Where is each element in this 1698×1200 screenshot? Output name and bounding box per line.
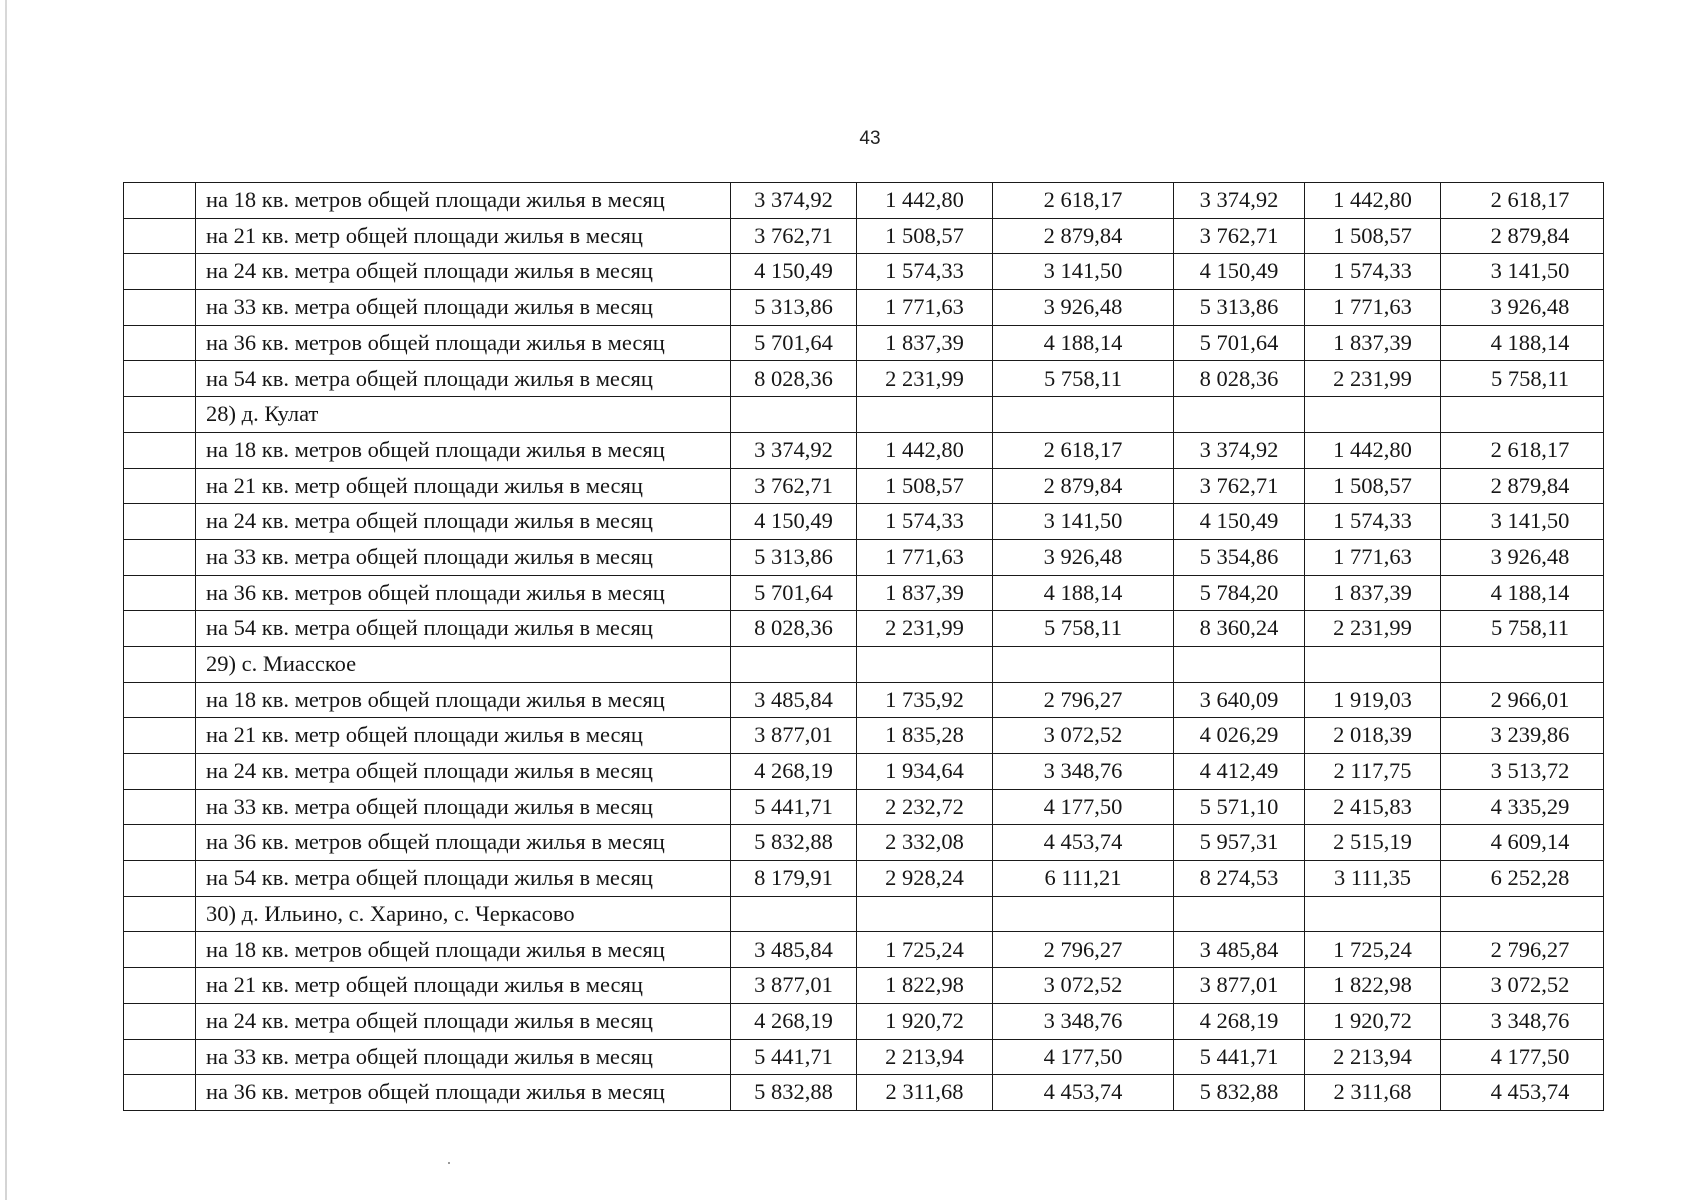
table-row <box>124 325 1604 361</box>
value-cell-2: 1 934,64 <box>857 754 993 790</box>
tariff-table <box>123 182 1604 1111</box>
value-cell-4: 8 274,53 <box>1174 861 1305 897</box>
row-label-cell: на 33 кв. метра общей площади жилья в месяц <box>196 539 731 575</box>
table-row <box>124 539 1604 575</box>
value-cell-1: 3 485,84 <box>731 932 857 968</box>
table-row <box>124 218 1604 254</box>
value-cell-1: 5 313,86 <box>731 539 857 575</box>
value-cell-5: 2 311,68 <box>1305 1075 1441 1111</box>
value-cell-6: 3 926,48 <box>1441 290 1604 326</box>
scan-dot <box>448 1162 450 1164</box>
value-cell-6: 3 141,50 <box>1441 254 1604 290</box>
value-cell-1: 5 832,88 <box>731 1075 857 1111</box>
value-cell-6: 2 879,84 <box>1441 468 1604 504</box>
value-cell-5: 2 213,94 <box>1305 1039 1441 1075</box>
value-cell-2: 1 771,63 <box>857 290 993 326</box>
value-cell-4: 4 150,49 <box>1174 504 1305 540</box>
value-cell-3: 2 879,84 <box>993 468 1174 504</box>
table-row <box>124 682 1604 718</box>
value-cell-1: 3 762,71 <box>731 218 857 254</box>
scan-edge <box>5 0 7 1200</box>
row-label-cell: на 36 кв. метров общей площади жилья в месяц <box>196 1075 731 1111</box>
value-cell-4: 5 354,86 <box>1174 539 1305 575</box>
value-cell-6 <box>1441 646 1604 682</box>
value-cell-5 <box>1305 397 1441 433</box>
row-index-cell <box>124 896 196 932</box>
row-index-cell <box>124 539 196 575</box>
value-cell-2: 2 231,99 <box>857 361 993 397</box>
value-cell-5 <box>1305 646 1441 682</box>
row-index-cell <box>124 1039 196 1075</box>
value-cell-1: 4 150,49 <box>731 254 857 290</box>
table-row <box>124 825 1604 861</box>
value-cell-4: 5 701,64 <box>1174 325 1305 361</box>
value-cell-2: 2 213,94 <box>857 1039 993 1075</box>
table-row <box>124 468 1604 504</box>
row-label-cell: на 33 кв. метра общей площади жилья в месяц <box>196 1039 731 1075</box>
row-label-cell: на 24 кв. метра общей площади жилья в месяц <box>196 754 731 790</box>
value-cell-1 <box>731 646 857 682</box>
value-cell-3: 3 141,50 <box>993 254 1174 290</box>
row-label-cell: на 54 кв. метра общей площади жилья в месяц <box>196 611 731 647</box>
value-cell-4: 5 784,20 <box>1174 575 1305 611</box>
row-index-cell <box>124 861 196 897</box>
value-cell-5: 1 442,80 <box>1305 183 1441 219</box>
row-label-cell: на 33 кв. метра общей площади жилья в месяц <box>196 789 731 825</box>
row-index-cell <box>124 290 196 326</box>
value-cell-2: 1 920,72 <box>857 1003 993 1039</box>
value-cell-2 <box>857 646 993 682</box>
row-index-cell <box>124 611 196 647</box>
table-body <box>124 183 1604 1111</box>
value-cell-5: 2 018,39 <box>1305 718 1441 754</box>
table-row <box>124 932 1604 968</box>
row-index-cell <box>124 932 196 968</box>
value-cell-2: 1 508,57 <box>857 468 993 504</box>
table-row <box>124 1075 1604 1111</box>
value-cell-6: 3 926,48 <box>1441 539 1604 575</box>
table-row <box>124 789 1604 825</box>
value-cell-6: 3 513,72 <box>1441 754 1604 790</box>
row-label-cell: на 36 кв. метров общей площади жилья в месяц <box>196 825 731 861</box>
value-cell-2 <box>857 896 993 932</box>
value-cell-4: 5 313,86 <box>1174 290 1305 326</box>
value-cell-2 <box>857 397 993 433</box>
page-number: 43 <box>859 128 881 149</box>
value-cell-2: 1 574,33 <box>857 254 993 290</box>
value-cell-6: 4 177,50 <box>1441 1039 1604 1075</box>
row-index-cell <box>124 968 196 1004</box>
value-cell-4: 5 571,10 <box>1174 789 1305 825</box>
value-cell-5: 1 920,72 <box>1305 1003 1441 1039</box>
value-cell-3: 3 141,50 <box>993 504 1174 540</box>
value-cell-4: 3 374,92 <box>1174 432 1305 468</box>
value-cell-6: 5 758,11 <box>1441 361 1604 397</box>
table-row <box>124 1039 1604 1075</box>
value-cell-4 <box>1174 896 1305 932</box>
table-row <box>124 504 1604 540</box>
row-label-cell: на 21 кв. метр общей площади жилья в месяц <box>196 968 731 1004</box>
value-cell-3 <box>993 646 1174 682</box>
value-cell-1 <box>731 397 857 433</box>
row-index-cell <box>124 646 196 682</box>
value-cell-4: 5 957,31 <box>1174 825 1305 861</box>
value-cell-3 <box>993 896 1174 932</box>
value-cell-1: 3 374,92 <box>731 183 857 219</box>
value-cell-1: 5 701,64 <box>731 325 857 361</box>
value-cell-5: 1 771,63 <box>1305 290 1441 326</box>
row-label-cell: на 36 кв. метров общей площади жилья в месяц <box>196 325 731 361</box>
value-cell-5: 2 415,83 <box>1305 789 1441 825</box>
value-cell-1: 5 832,88 <box>731 825 857 861</box>
row-label-cell: на 21 кв. метр общей площади жилья в месяц <box>196 718 731 754</box>
value-cell-3: 3 348,76 <box>993 1003 1174 1039</box>
section-header-row <box>124 896 1604 932</box>
value-cell-6: 4 453,74 <box>1441 1075 1604 1111</box>
value-cell-3: 2 618,17 <box>993 183 1174 219</box>
value-cell-6: 4 188,14 <box>1441 325 1604 361</box>
table-row <box>124 718 1604 754</box>
value-cell-4: 5 832,88 <box>1174 1075 1305 1111</box>
value-cell-2: 1 837,39 <box>857 575 993 611</box>
value-cell-2: 1 735,92 <box>857 682 993 718</box>
value-cell-1: 3 374,92 <box>731 432 857 468</box>
row-index-cell <box>124 183 196 219</box>
row-label-cell: на 18 кв. метров общей площади жилья в месяц <box>196 183 731 219</box>
row-label-cell: на 18 кв. метров общей площади жилья в месяц <box>196 932 731 968</box>
value-cell-6: 3 072,52 <box>1441 968 1604 1004</box>
row-index-cell <box>124 789 196 825</box>
value-cell-1: 5 441,71 <box>731 1039 857 1075</box>
row-index-cell <box>124 682 196 718</box>
value-cell-3 <box>993 397 1174 433</box>
row-index-cell <box>124 397 196 433</box>
value-cell-6: 4 335,29 <box>1441 789 1604 825</box>
value-cell-3: 3 072,52 <box>993 718 1174 754</box>
value-cell-6: 4 609,14 <box>1441 825 1604 861</box>
value-cell-3: 2 879,84 <box>993 218 1174 254</box>
value-cell-3: 5 758,11 <box>993 361 1174 397</box>
value-cell-5: 1 508,57 <box>1305 468 1441 504</box>
value-cell-4: 4 412,49 <box>1174 754 1305 790</box>
row-index-cell <box>124 1075 196 1111</box>
value-cell-1: 5 701,64 <box>731 575 857 611</box>
value-cell-5: 3 111,35 <box>1305 861 1441 897</box>
value-cell-3: 5 758,11 <box>993 611 1174 647</box>
value-cell-6: 2 618,17 <box>1441 183 1604 219</box>
row-label-cell: на 21 кв. метр общей площади жилья в месяц <box>196 218 731 254</box>
value-cell-4: 8 028,36 <box>1174 361 1305 397</box>
row-index-cell <box>124 1003 196 1039</box>
value-cell-3: 4 453,74 <box>993 1075 1174 1111</box>
table-row <box>124 254 1604 290</box>
row-label-cell: 30) д. Ильино, с. Харино, с. Черкасово <box>196 896 731 932</box>
value-cell-5: 1 771,63 <box>1305 539 1441 575</box>
value-cell-5: 1 837,39 <box>1305 575 1441 611</box>
row-label-cell: на 24 кв. метра общей площади жилья в месяц <box>196 1003 731 1039</box>
row-label-cell: на 18 кв. метров общей площади жилья в месяц <box>196 432 731 468</box>
table-row <box>124 861 1604 897</box>
row-label-cell: 29) с. Миасское <box>196 646 731 682</box>
value-cell-3: 4 188,14 <box>993 575 1174 611</box>
value-cell-3: 3 072,52 <box>993 968 1174 1004</box>
value-cell-3: 4 188,14 <box>993 325 1174 361</box>
value-cell-5: 1 574,33 <box>1305 504 1441 540</box>
table-row <box>124 754 1604 790</box>
value-cell-1: 5 313,86 <box>731 290 857 326</box>
value-cell-6: 6 252,28 <box>1441 861 1604 897</box>
value-cell-2: 2 928,24 <box>857 861 993 897</box>
value-cell-2: 1 822,98 <box>857 968 993 1004</box>
value-cell-4: 3 485,84 <box>1174 932 1305 968</box>
row-label-cell: 28) д. Кулат <box>196 397 731 433</box>
value-cell-6: 2 618,17 <box>1441 432 1604 468</box>
value-cell-6: 3 141,50 <box>1441 504 1604 540</box>
value-cell-3: 4 177,50 <box>993 789 1174 825</box>
value-cell-1 <box>731 896 857 932</box>
value-cell-4 <box>1174 646 1305 682</box>
value-cell-5: 1 725,24 <box>1305 932 1441 968</box>
row-index-cell <box>124 325 196 361</box>
value-cell-2: 1 837,39 <box>857 325 993 361</box>
value-cell-3: 3 926,48 <box>993 539 1174 575</box>
value-cell-6: 3 348,76 <box>1441 1003 1604 1039</box>
value-cell-1: 4 150,49 <box>731 504 857 540</box>
table-row <box>124 575 1604 611</box>
value-cell-1: 8 028,36 <box>731 611 857 647</box>
value-cell-3: 2 796,27 <box>993 932 1174 968</box>
row-index-cell <box>124 218 196 254</box>
value-cell-2: 1 442,80 <box>857 432 993 468</box>
value-cell-6 <box>1441 397 1604 433</box>
value-cell-5: 1 822,98 <box>1305 968 1441 1004</box>
row-index-cell <box>124 468 196 504</box>
value-cell-5: 1 508,57 <box>1305 218 1441 254</box>
value-cell-5: 1 837,39 <box>1305 325 1441 361</box>
value-cell-4: 3 877,01 <box>1174 968 1305 1004</box>
row-index-cell <box>124 718 196 754</box>
value-cell-1: 3 762,71 <box>731 468 857 504</box>
value-cell-5 <box>1305 896 1441 932</box>
value-cell-6: 5 758,11 <box>1441 611 1604 647</box>
value-cell-3: 3 926,48 <box>993 290 1174 326</box>
value-cell-2: 2 332,08 <box>857 825 993 861</box>
row-label-cell: на 18 кв. метров общей площади жилья в месяц <box>196 682 731 718</box>
value-cell-2: 1 442,80 <box>857 183 993 219</box>
row-label-cell: на 24 кв. метра общей площади жилья в месяц <box>196 504 731 540</box>
value-cell-4: 3 762,71 <box>1174 218 1305 254</box>
value-cell-6: 3 239,86 <box>1441 718 1604 754</box>
table-row <box>124 968 1604 1004</box>
table-row <box>124 611 1604 647</box>
value-cell-1: 8 179,91 <box>731 861 857 897</box>
table-row <box>124 290 1604 326</box>
value-cell-3: 4 177,50 <box>993 1039 1174 1075</box>
value-cell-4: 3 640,09 <box>1174 682 1305 718</box>
value-cell-1: 5 441,71 <box>731 789 857 825</box>
value-cell-2: 1 835,28 <box>857 718 993 754</box>
row-index-cell <box>124 504 196 540</box>
value-cell-2: 2 232,72 <box>857 789 993 825</box>
row-label-cell: на 36 кв. метров общей площади жилья в месяц <box>196 575 731 611</box>
value-cell-3: 4 453,74 <box>993 825 1174 861</box>
value-cell-4: 3 374,92 <box>1174 183 1305 219</box>
table-row <box>124 1003 1604 1039</box>
row-label-cell: на 54 кв. метра общей площади жилья в месяц <box>196 861 731 897</box>
value-cell-1: 3 877,01 <box>731 718 857 754</box>
row-index-cell <box>124 254 196 290</box>
value-cell-2: 1 725,24 <box>857 932 993 968</box>
value-cell-5: 1 574,33 <box>1305 254 1441 290</box>
row-label-cell: на 24 кв. метра общей площади жилья в месяц <box>196 254 731 290</box>
value-cell-6: 2 796,27 <box>1441 932 1604 968</box>
value-cell-4: 8 360,24 <box>1174 611 1305 647</box>
value-cell-1: 3 877,01 <box>731 968 857 1004</box>
row-index-cell <box>124 361 196 397</box>
value-cell-3: 2 796,27 <box>993 682 1174 718</box>
section-header-row <box>124 646 1604 682</box>
value-cell-4: 4 026,29 <box>1174 718 1305 754</box>
value-cell-1: 4 268,19 <box>731 754 857 790</box>
table-row <box>124 432 1604 468</box>
value-cell-2: 1 574,33 <box>857 504 993 540</box>
value-cell-4: 5 441,71 <box>1174 1039 1305 1075</box>
value-cell-5: 2 231,99 <box>1305 611 1441 647</box>
row-label-cell: на 54 кв. метра общей площади жилья в месяц <box>196 361 731 397</box>
value-cell-1: 4 268,19 <box>731 1003 857 1039</box>
table-row <box>124 361 1604 397</box>
value-cell-6 <box>1441 896 1604 932</box>
value-cell-1: 8 028,36 <box>731 361 857 397</box>
row-index-cell <box>124 754 196 790</box>
value-cell-4: 4 268,19 <box>1174 1003 1305 1039</box>
value-cell-3: 6 111,21 <box>993 861 1174 897</box>
value-cell-4: 3 762,71 <box>1174 468 1305 504</box>
value-cell-5: 1 919,03 <box>1305 682 1441 718</box>
section-header-row <box>124 397 1604 433</box>
row-index-cell <box>124 825 196 861</box>
value-cell-2: 2 231,99 <box>857 611 993 647</box>
value-cell-3: 2 618,17 <box>993 432 1174 468</box>
value-cell-5: 1 442,80 <box>1305 432 1441 468</box>
value-cell-4 <box>1174 397 1305 433</box>
value-cell-2: 1 771,63 <box>857 539 993 575</box>
row-label-cell: на 33 кв. метра общей площади жилья в месяц <box>196 290 731 326</box>
value-cell-5: 2 515,19 <box>1305 825 1441 861</box>
value-cell-1: 3 485,84 <box>731 682 857 718</box>
table-row <box>124 183 1604 219</box>
value-cell-3: 3 348,76 <box>993 754 1174 790</box>
value-cell-2: 1 508,57 <box>857 218 993 254</box>
row-index-cell <box>124 575 196 611</box>
value-cell-4: 4 150,49 <box>1174 254 1305 290</box>
value-cell-5: 2 117,75 <box>1305 754 1441 790</box>
value-cell-6: 2 966,01 <box>1441 682 1604 718</box>
value-cell-2: 2 311,68 <box>857 1075 993 1111</box>
row-label-cell: на 21 кв. метр общей площади жилья в месяц <box>196 468 731 504</box>
row-index-cell <box>124 432 196 468</box>
value-cell-6: 4 188,14 <box>1441 575 1604 611</box>
value-cell-6: 2 879,84 <box>1441 218 1604 254</box>
value-cell-5: 2 231,99 <box>1305 361 1441 397</box>
